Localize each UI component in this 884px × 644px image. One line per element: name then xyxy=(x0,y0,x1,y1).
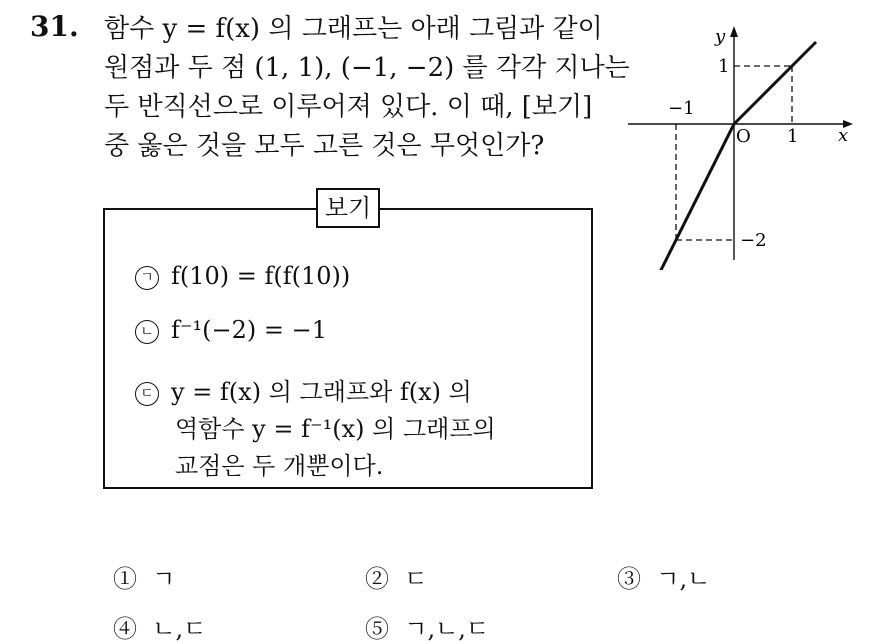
stem-line-4: 중 옳은 것을 모두 고른 것은 무엇인가? xyxy=(104,131,545,161)
y-axis-label: y xyxy=(715,26,726,47)
ray-negative xyxy=(660,124,734,270)
statement-c-line-2: 역함수 y = f⁻¹(x) 의 그래프의 xyxy=(175,415,496,443)
stem-line-3: 두 반직선으로 이루어져 있다. 이 때, [보기] xyxy=(104,92,593,122)
choice-number: ④ xyxy=(113,615,137,643)
bogi-title: 보기 xyxy=(316,188,380,228)
choice-1[interactable] xyxy=(113,559,175,594)
question-stem xyxy=(104,10,630,166)
y-axis-arrow xyxy=(730,26,738,37)
statement-c-line-3: 교점은 두 개뿐이다. xyxy=(175,452,384,480)
choice-answer: ㄱ,ㄴ,ㄷ xyxy=(404,615,490,643)
choice-number: ⑤ xyxy=(365,615,389,643)
bogi-box xyxy=(103,194,593,489)
choice-answer: ㄷ xyxy=(404,565,428,593)
stem-line-1: 함수 y = f(x) 의 그래프는 아래 그림과 같이 xyxy=(104,14,603,44)
choice-2[interactable] xyxy=(365,559,427,594)
choice-number: ① xyxy=(113,565,137,593)
origin-label: O xyxy=(736,126,751,147)
choice-number: ② xyxy=(365,565,389,593)
statement-text: f⁻¹(−2) = −1 xyxy=(171,316,328,344)
tick-label-x-1: 1 xyxy=(787,126,799,147)
choice-5[interactable] xyxy=(365,609,489,644)
statement-b xyxy=(135,316,327,344)
choice-number: ③ xyxy=(617,565,641,593)
statement-marker-b: ㄴ xyxy=(135,320,159,344)
tick-label-y-neg2: −2 xyxy=(740,230,767,251)
ray-positive xyxy=(734,42,816,124)
choice-answer: ㄴ,ㄷ xyxy=(152,615,207,643)
statement-text: f(10) = f(f(10)) xyxy=(171,262,351,290)
statement-c xyxy=(135,372,472,407)
tick-label-y-1: 1 xyxy=(718,56,730,77)
tick-label-x-neg1: −1 xyxy=(668,98,695,119)
question-number: 31. xyxy=(30,10,79,43)
choice-4[interactable] xyxy=(113,609,206,644)
statement-a xyxy=(135,262,350,290)
statement-marker-c: ㄷ xyxy=(135,382,159,406)
stem-line-2: 원점과 두 점 (1, 1), (−1, −2) 를 각각 지나는 xyxy=(104,53,630,83)
function-graph xyxy=(624,20,864,270)
choice-3[interactable] xyxy=(617,559,710,594)
choice-answer: ㄱ xyxy=(152,565,176,593)
choice-answer: ㄱ,ㄴ xyxy=(656,565,711,593)
statement-marker-a: ㄱ xyxy=(135,266,159,290)
x-axis-label: x xyxy=(838,125,849,146)
statement-text: y = f(x) 의 그래프와 f(x) 의 xyxy=(171,378,472,406)
